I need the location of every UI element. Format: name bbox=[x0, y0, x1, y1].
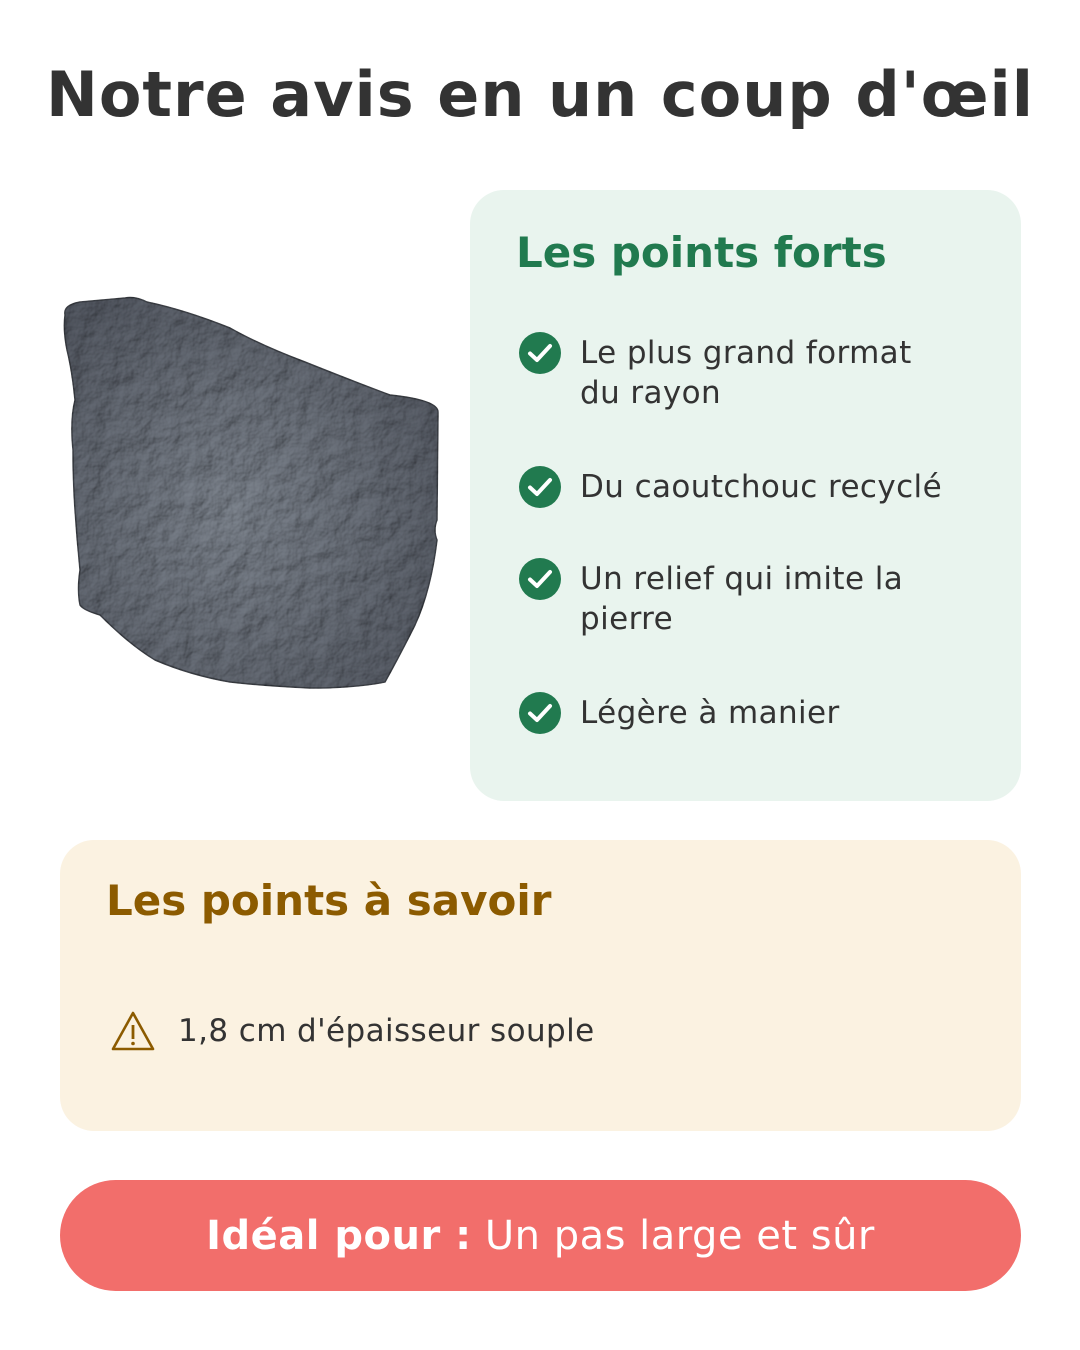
ideal-for-banner bbox=[60, 1180, 1021, 1291]
con-item-text: 1,8 cm d'épaisseur souple bbox=[178, 1013, 595, 1049]
ideal-for-value: Un pas large et sûr bbox=[484, 1212, 875, 1259]
pro-item bbox=[518, 693, 988, 735]
pro-item-text: Le plus grand format du rayon bbox=[580, 335, 912, 411]
pro-item-text: Légère à manier bbox=[580, 695, 840, 731]
pros-title: Les points forts bbox=[516, 228, 887, 277]
pro-item bbox=[518, 467, 988, 509]
check-circle-icon bbox=[518, 691, 562, 735]
check-circle-icon bbox=[518, 331, 562, 375]
stepping-stone-image bbox=[55, 290, 445, 700]
warning-icon bbox=[110, 1010, 156, 1052]
pros-card bbox=[470, 190, 1021, 801]
page-title: Notre avis en un coup d'œil bbox=[45, 58, 1035, 131]
pro-item bbox=[518, 559, 988, 639]
cons-card bbox=[60, 840, 1021, 1131]
cons-title: Les points à savoir bbox=[106, 876, 552, 925]
pro-item bbox=[518, 333, 988, 413]
pro-item-text: Un relief qui imite la pierre bbox=[580, 561, 904, 637]
con-item bbox=[110, 1010, 595, 1052]
check-circle-icon bbox=[518, 557, 562, 601]
check-circle-icon bbox=[518, 465, 562, 509]
ideal-for-label: Idéal pour : bbox=[206, 1212, 472, 1259]
pro-item-text: Du caoutchouc recyclé bbox=[580, 469, 943, 505]
